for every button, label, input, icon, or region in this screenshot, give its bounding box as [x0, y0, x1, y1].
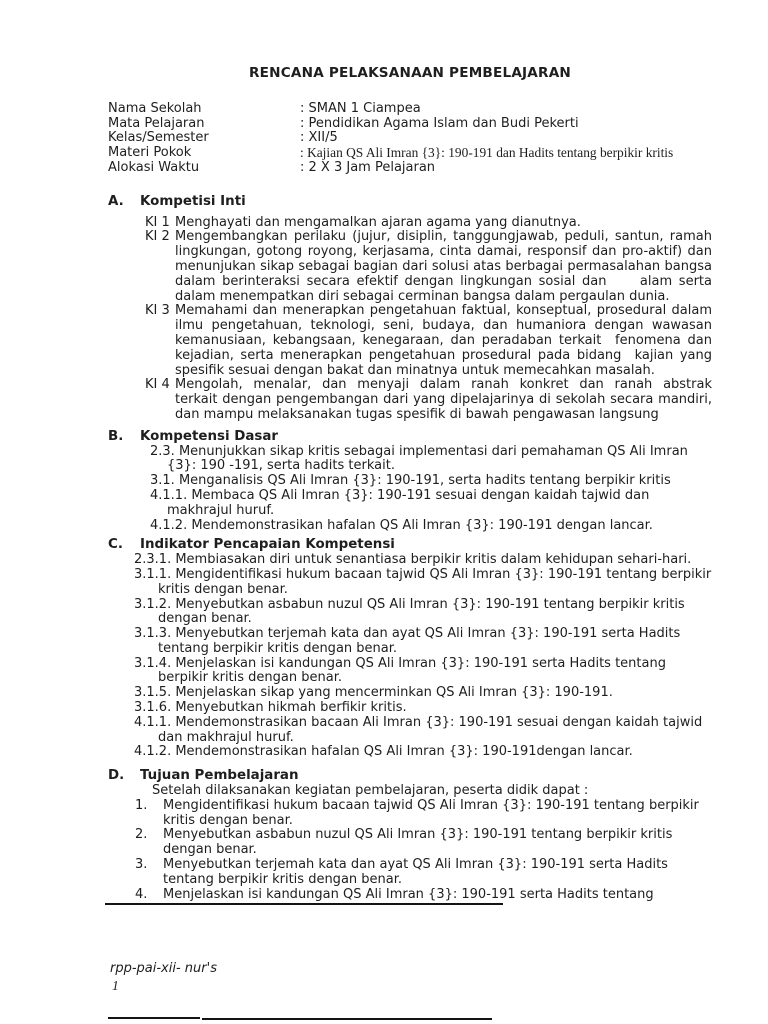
- meta-row: [108, 161, 712, 176]
- indicator-item: 3.1.3. Menyebutkan terjemah kata dan ayat QS Ali Imran {3}: 190-191 serta Hadits tentang berpikir kritis dengan benar.: [134, 626, 681, 656]
- meta-label: Kelas/Semester: [108, 130, 209, 146]
- meta-row: [108, 146, 712, 161]
- section-heading: [108, 430, 712, 445]
- objective-text: Mengidentifikasi hukum bacaan tajwid QS Ali Imran {3}: 190-191 tentang berpikir kritis dengan benar.: [163, 797, 699, 828]
- indicator-item: 3.1.6. Menyebutkan hikmah berfikir kritis.: [134, 700, 407, 716]
- ki-item: [145, 303, 717, 378]
- objective-item: [135, 828, 712, 858]
- objective-number: 2.: [135, 827, 148, 843]
- indicator-item: 4.1.1. Mendemonstrasikan bacaan Ali Imran {3}: 190-191 sesuai dengan kaidah tajwid dan makhrajul huruf.: [134, 714, 703, 745]
- kd-item: 4.1.1. Membaca QS Ali Imran {3}: 190-191 sesuai dengan kaidah tajwid dan makhrajul huruf.: [150, 487, 650, 518]
- meta-table: [108, 102, 712, 176]
- indicator-item: 3.1.1. Mengidentifikasi hukum bacaan tajwid QS Ali Imran {3}: 190-191 tentang berpikir kritis dengan benar.: [134, 566, 712, 597]
- section-title: Indikator Pencapaian Kompetensi: [140, 537, 395, 553]
- meta-label: Nama Sekolah: [108, 100, 202, 116]
- meta-label: Materi Pokok: [108, 145, 192, 161]
- indicator-item: 3.1.4. Menjelaskan isi kandungan QS Ali Imran {3}: 190-191 serta Hadits tentang berpikir kritis dengan benar.: [134, 655, 666, 686]
- meta-label: Alokasi Waktu: [108, 159, 200, 175]
- ki-list: [108, 214, 733, 423]
- ki-text: Mengembangkan perilaku (jujur, disiplin, tanggungjawab, peduli, santun, ramah lingkungan, gotong royong, kerjasama, cinta damai, responsif dan pro-aktif) dan menunjukan sikap sebagai bagian dari solusi atas berbagai permasalahan bangsa dalam berinteraksi secara efektif dengan lingkungan sosial dan alam serta dalam menempatkan diri sebagai cerminan bangsa dalam pergaulan dunia.: [175, 229, 717, 304]
- indicator-item: 3.1.2. Menyebutkan asbabun nuzul QS Ali Imran {3}: 190-191 tentang berpikir kritis dengan benar.: [134, 596, 685, 627]
- kd-item: 3.1. Menganalisis QS Ali Imran {3}: 190-191, serta hadits tentang berpikir kritis: [150, 473, 671, 489]
- footer-doc-code: rpp-pai-xii- nur's: [110, 961, 217, 976]
- section-indikator: [108, 538, 712, 760]
- objective-text: Menjelaskan isi kandungan QS Ali Imran {3}: 190-191 serta Hadits tentang: [163, 886, 654, 902]
- meta-value: : Kajian QS Ali Imran {3}: 190-191 dan Hadits tentang berpikir kritis: [300, 145, 674, 161]
- section-kompetensi-dasar: [108, 430, 712, 534]
- footer-page-number: 1: [112, 978, 119, 993]
- meta-value: : Pendidikan Agama Islam dan Budi Pekerti: [300, 115, 579, 131]
- section-heading: [108, 769, 712, 784]
- section-letter: A.: [108, 193, 124, 209]
- meta-label: Mata Pelajaran: [108, 115, 205, 131]
- next-page-rule-long: [202, 1018, 492, 1020]
- objective-number: 3.: [135, 857, 148, 873]
- objective-number: 1.: [135, 797, 148, 813]
- ki-text: Memahami dan menerapkan pengetahuan faktual, konseptual, prosedural dalam ilmu pengetahuan, teknologi, seni, budaya, dan humaniora dengan wawasan kemanusiaan, kebangsaan, kenegaraan, dan peradaban terkait fenomena dan kejadian, serta menerapkan pengetahuan prosedural pada bidang kajian yang spesifik sesuai dengan bakat dan minatnya untuk memecahkan masalah.: [175, 303, 717, 378]
- section-title: Kompetensi Dasar: [140, 428, 278, 444]
- meta-row: [108, 117, 712, 132]
- ki-label: KI 2: [145, 229, 170, 245]
- indicator-item: 3.1.5. Menjelaskan sikap yang mencerminkan QS Ali Imran {3}: 190-191.: [134, 685, 613, 701]
- ki-label: KI 4: [145, 377, 170, 393]
- kd-item: 2.3. Menunjukkan sikap kritis sebagai implementasi dari pemahaman QS Ali Imran {3}: 190 -191, serta hadits terkait.: [150, 443, 688, 474]
- ki-text: Mengolah, menalar, dan menyaji dalam ranah konkret dan ranah abstrak terkait dengan pengembangan dari yang dipelajarinya di sekolah secara mandiri, dan mampu melaksanakan tugas spesifik di bawah pengawasan langsung: [175, 377, 733, 422]
- ki-label: KI 3: [145, 303, 170, 319]
- objective-item: [135, 799, 712, 829]
- meta-value: : 2 X 3 Jam Pelajaran: [300, 159, 436, 175]
- page-title: RENCANA PELAKSANAAN PEMBELAJARAN: [248, 65, 571, 81]
- section-heading: [108, 195, 712, 210]
- section-tujuan: [108, 769, 712, 905]
- objective-text: Menyebutkan terjemah kata dan ayat QS Ali Imran {3}: 190-191 serta Hadits tentang berpikir kritis dengan benar.: [163, 857, 668, 887]
- section-letter: C.: [108, 537, 123, 553]
- kd-item: 4.1.2. Mendemonstrasikan hafalan QS Ali Imran {3}: 190-191 dengan lancar.: [150, 517, 653, 533]
- section-intro: Setelah dilaksanakan kegiatan pembelajaran, peserta didik dapat :: [152, 783, 589, 799]
- section-title: Kompetisi Inti: [140, 193, 246, 209]
- objective-item: [135, 888, 712, 903]
- meta-value: : XII/5: [300, 130, 338, 146]
- ki-text: Menghayati dan mengamalkan ajaran agama yang dianutnya.: [175, 214, 581, 230]
- meta-value: : SMAN 1 Ciampea: [300, 100, 421, 116]
- page-break-rule: [105, 903, 503, 905]
- section-title: Tujuan Pembelajaran: [140, 768, 299, 784]
- next-page-rule-short: [108, 1017, 200, 1019]
- section-letter: B.: [108, 428, 124, 444]
- ki-item: [145, 216, 712, 231]
- meta-row: [108, 131, 712, 146]
- section-kompetisi-inti: [108, 193, 733, 423]
- objective-text: Menyebutkan asbabun nuzul QS Ali Imran {3}: 190-191 tentang berpikir kritis dengan benar.: [163, 827, 673, 858]
- ki-label: KI 1: [145, 214, 170, 230]
- indicator-item: 4.1.2. Mendemonstrasikan hafalan QS Ali Imran {3}: 190-191dengan lancar.: [134, 744, 633, 760]
- objective-item: [135, 858, 712, 888]
- meta-row: [108, 102, 712, 117]
- indicator-item: 2.3.1. Membiasakan diri untuk senantiasa berpikir kritis dalam kehidupan sehari-hari.: [134, 552, 692, 568]
- section-letter: D.: [108, 768, 125, 784]
- page-content: [108, 65, 733, 905]
- ki-item: [145, 377, 733, 422]
- section-heading: [108, 538, 712, 553]
- ki-item: [145, 229, 717, 304]
- objective-number: 4.: [135, 886, 148, 902]
